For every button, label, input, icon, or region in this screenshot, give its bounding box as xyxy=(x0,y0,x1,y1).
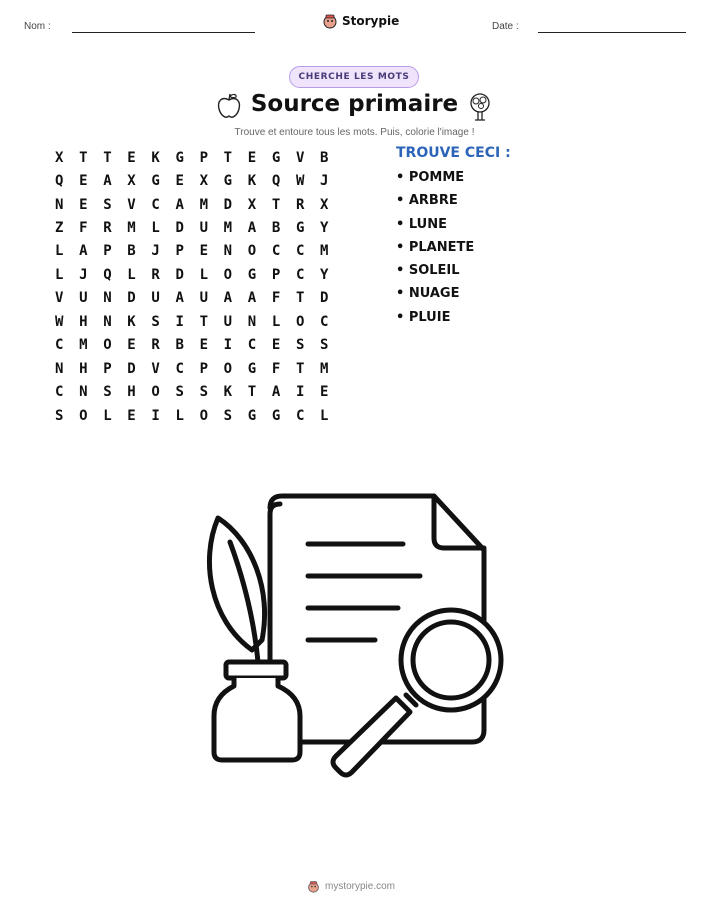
grid-letter[interactable]: A xyxy=(103,173,112,190)
grid-letter[interactable]: T xyxy=(295,360,305,377)
grid-letter[interactable]: J xyxy=(151,243,160,260)
grid-letter[interactable]: V xyxy=(55,290,64,307)
grid-letter[interactable]: M xyxy=(79,337,88,354)
grid-letter[interactable]: L xyxy=(320,407,329,424)
grid-letter[interactable]: T xyxy=(199,313,208,330)
grid-letter[interactable]: V xyxy=(127,196,136,213)
grid-letter[interactable]: A xyxy=(271,384,281,401)
grid-letter[interactable]: F xyxy=(79,220,88,237)
grid-letter[interactable]: T xyxy=(295,290,305,307)
grid-letter[interactable]: L xyxy=(127,266,136,283)
grid-letter[interactable]: O xyxy=(247,243,257,260)
tree-icon xyxy=(466,92,494,122)
grid-letter[interactable]: K xyxy=(223,384,233,401)
grid-letter[interactable]: C xyxy=(151,196,160,213)
grid-letter[interactable]: C xyxy=(295,243,305,260)
grid-letter[interactable]: Q xyxy=(55,173,64,190)
grid-letter[interactable]: F xyxy=(271,290,281,307)
grid-letter[interactable]: L xyxy=(175,407,184,424)
grid-row xyxy=(49,310,338,333)
grid-letter[interactable]: P xyxy=(103,243,112,260)
grid-letter[interactable]: A xyxy=(223,290,233,307)
magnifier-handle xyxy=(333,698,410,775)
grid-row xyxy=(49,334,338,357)
grid-letter[interactable]: G xyxy=(247,360,257,377)
word-item: • SOLEIL xyxy=(396,263,460,279)
storypie-mascot-icon xyxy=(322,13,338,29)
grid-letter[interactable]: O xyxy=(223,266,233,283)
word-search-grid[interactable] xyxy=(49,146,338,427)
grid-letter[interactable]: X xyxy=(199,173,208,190)
grid-letter[interactable]: M xyxy=(320,243,329,260)
grid-letter[interactable]: N xyxy=(223,243,233,260)
grid-letter[interactable]: S xyxy=(175,384,184,401)
grid-letter[interactable]: M xyxy=(199,196,208,213)
grid-row xyxy=(49,216,338,239)
grid-letter[interactable]: E xyxy=(127,337,136,354)
word-item: • ARBRE xyxy=(396,193,458,209)
grid-letter[interactable]: U xyxy=(223,313,233,330)
grid-letter[interactable]: L xyxy=(199,266,208,283)
grid-letter[interactable]: G xyxy=(271,149,281,166)
grid-letter[interactable]: S xyxy=(103,196,112,213)
grid-letter[interactable]: L xyxy=(55,266,64,283)
grid-letter[interactable]: E xyxy=(175,173,184,190)
storypie-mascot-icon xyxy=(307,880,320,893)
grid-letter[interactable]: N xyxy=(103,290,112,307)
grid-letter[interactable]: T xyxy=(247,384,257,401)
grid-letter[interactable]: H xyxy=(127,384,136,401)
grid-letter[interactable]: E xyxy=(199,337,208,354)
grid-letter[interactable]: B xyxy=(271,220,281,237)
grid-letter[interactable]: N xyxy=(55,360,64,377)
grid-letter[interactable]: E xyxy=(199,243,208,260)
grid-letter[interactable]: E xyxy=(247,149,257,166)
grid-letter[interactable]: K xyxy=(127,313,136,330)
ink-bottle-body xyxy=(214,678,300,760)
grid-letter[interactable]: E xyxy=(79,196,88,213)
grid-letter[interactable]: R xyxy=(151,337,160,354)
grid-letter[interactable]: U xyxy=(151,290,160,307)
grid-letter[interactable]: G xyxy=(151,173,160,190)
word-item: • PLUIE xyxy=(396,309,451,325)
grid-letter[interactable]: F xyxy=(271,360,281,377)
magnifier-lens-outer xyxy=(401,610,501,710)
grid-letter[interactable]: C xyxy=(247,337,257,354)
grid-letter[interactable]: O xyxy=(199,407,208,424)
grid-letter[interactable]: S xyxy=(151,313,160,330)
grid-row xyxy=(49,404,338,427)
grid-letter[interactable]: H xyxy=(79,360,88,377)
grid-letter[interactable]: G xyxy=(175,149,184,166)
grid-row xyxy=(49,380,338,403)
grid-letter[interactable]: Y xyxy=(320,266,329,283)
grid-letter[interactable]: D xyxy=(175,266,184,283)
grid-letter[interactable]: I xyxy=(223,337,233,354)
grid-letter[interactable]: L xyxy=(271,313,281,330)
grid-letter[interactable]: A xyxy=(247,290,257,307)
grid-letter[interactable]: M xyxy=(127,220,136,237)
grid-letter[interactable]: U xyxy=(199,220,208,237)
grid-letter[interactable]: C xyxy=(55,337,64,354)
grid-letter[interactable]: J xyxy=(79,266,88,283)
grid-letter[interactable]: X xyxy=(247,196,257,213)
grid-letter[interactable]: P xyxy=(199,149,208,166)
grid-letter[interactable]: V xyxy=(151,360,160,377)
grid-letter[interactable]: O xyxy=(103,337,112,354)
grid-letter[interactable]: R xyxy=(295,196,305,213)
grid-row xyxy=(49,240,338,263)
grid-letter[interactable]: U xyxy=(79,290,88,307)
grid-letter[interactable]: N xyxy=(103,313,112,330)
grid-letter[interactable]: S xyxy=(55,407,64,424)
brand-name: Storypie xyxy=(342,14,400,28)
grid-letter[interactable]: A xyxy=(79,243,88,260)
brand-logo xyxy=(322,13,399,29)
grid-letter[interactable]: T xyxy=(223,149,233,166)
grid-letter[interactable]: P xyxy=(199,360,208,377)
grid-letter[interactable]: N xyxy=(247,313,257,330)
grid-row xyxy=(49,146,338,169)
grid-letter[interactable]: L xyxy=(55,243,64,260)
grid-letter[interactable]: T xyxy=(271,196,281,213)
grid-letter[interactable]: V xyxy=(295,149,305,166)
grid-letter[interactable]: G xyxy=(247,407,257,424)
instructions: Trouve et entoure tous les mots. Puis, colorie l'image ! xyxy=(234,127,475,138)
grid-letter[interactable]: D xyxy=(127,290,136,307)
grid-letter[interactable]: C xyxy=(271,243,281,260)
date-line[interactable] xyxy=(538,32,686,33)
grid-letter[interactable]: G xyxy=(247,266,257,283)
footer xyxy=(307,880,395,893)
grid-letter[interactable]: A xyxy=(175,196,184,213)
grid-letter[interactable]: C xyxy=(55,384,64,401)
word-item: • NUAGE xyxy=(396,286,460,302)
grid-letter[interactable]: O xyxy=(295,313,305,330)
grid-letter[interactable]: S xyxy=(320,337,329,354)
grid-letter[interactable]: E xyxy=(320,384,329,401)
grid-letter[interactable]: S xyxy=(223,407,233,424)
grid-letter[interactable]: L xyxy=(103,407,112,424)
grid-letter[interactable]: N xyxy=(79,384,88,401)
grid-letter[interactable]: P xyxy=(271,266,281,283)
grid-letter[interactable]: L xyxy=(151,220,160,237)
grid-letter[interactable]: D xyxy=(127,360,136,377)
grid-letter[interactable]: D xyxy=(175,220,184,237)
grid-letter[interactable]: R xyxy=(103,220,112,237)
grid-row xyxy=(49,287,338,310)
page-title: Source primaire xyxy=(250,91,459,117)
grid-letter[interactable]: P xyxy=(103,360,112,377)
grid-letter[interactable]: I xyxy=(295,384,305,401)
coloring-illustration[interactable] xyxy=(200,490,510,790)
grid-row xyxy=(49,357,338,380)
grid-row xyxy=(49,193,338,216)
name-line[interactable] xyxy=(72,32,255,33)
grid-letter[interactable]: Q xyxy=(103,266,112,283)
grid-letter[interactable]: I xyxy=(175,313,184,330)
activity-badge: CHERCHE LES MOTS xyxy=(289,66,419,88)
grid-row xyxy=(49,263,338,286)
grid-letter[interactable]: E xyxy=(271,337,281,354)
grid-letter[interactable]: T xyxy=(103,149,112,166)
grid-letter[interactable]: O xyxy=(223,360,233,377)
grid-letter[interactable]: G xyxy=(271,407,281,424)
ink-bottle-cap xyxy=(226,662,286,678)
grid-letter[interactable]: T xyxy=(79,149,88,166)
grid-letter[interactable]: E xyxy=(127,149,136,166)
grid-letter[interactable]: U xyxy=(199,290,208,307)
grid-letter[interactable]: J xyxy=(320,173,329,190)
grid-letter[interactable]: E xyxy=(127,407,136,424)
word-item: • POMME xyxy=(396,170,465,185)
grid-letter[interactable]: X xyxy=(55,149,64,166)
name-label: Nom : xyxy=(24,21,51,32)
grid-letter[interactable]: B xyxy=(320,149,329,166)
grid-letter[interactable]: M xyxy=(320,360,329,377)
date-label: Date : xyxy=(492,21,519,32)
grid-letter[interactable]: Y xyxy=(320,220,329,237)
grid-letter[interactable]: H xyxy=(79,313,88,330)
grid-letter[interactable]: K xyxy=(151,149,160,166)
grid-letter[interactable]: P xyxy=(175,243,184,260)
grid-letter[interactable]: E xyxy=(79,173,88,190)
grid-letter[interactable]: G xyxy=(295,220,305,237)
grid-letter[interactable]: B xyxy=(127,243,136,260)
grid-letter[interactable]: C xyxy=(320,313,329,330)
grid-letter[interactable]: X xyxy=(320,196,329,213)
grid-letter[interactable]: G xyxy=(223,173,233,190)
grid-letter[interactable]: Z xyxy=(55,220,64,237)
grid-letter[interactable]: B xyxy=(175,337,184,354)
grid-letter[interactable]: W xyxy=(295,173,305,190)
grid-letter[interactable]: O xyxy=(79,407,88,424)
grid-letter[interactable]: K xyxy=(247,173,257,190)
grid-letter[interactable]: C xyxy=(175,360,184,377)
word-list-title: TROUVE CECI : xyxy=(396,145,511,161)
grid-letter[interactable]: C xyxy=(295,266,305,283)
grid-letter[interactable]: A xyxy=(175,290,184,307)
grid-letter[interactable]: W xyxy=(55,313,64,330)
grid-letter[interactable]: O xyxy=(151,384,160,401)
grid-letter[interactable]: I xyxy=(151,407,160,424)
grid-letter[interactable]: S xyxy=(103,384,112,401)
grid-letter[interactable]: C xyxy=(295,407,305,424)
grid-letter[interactable]: Q xyxy=(271,173,281,190)
grid-letter[interactable]: M xyxy=(223,220,233,237)
grid-letter[interactable]: D xyxy=(223,196,233,213)
grid-letter[interactable]: R xyxy=(151,266,160,283)
word-item: • LUNE xyxy=(396,216,447,232)
footer-url[interactable]: mystorypie.com xyxy=(325,881,396,892)
grid-letter[interactable]: X xyxy=(127,173,136,190)
grid-row xyxy=(49,169,338,192)
grid-letter[interactable]: N xyxy=(55,196,64,213)
grid-letter[interactable]: A xyxy=(247,220,257,237)
word-list xyxy=(396,170,474,333)
grid-letter[interactable]: S xyxy=(295,337,305,354)
grid-letter[interactable]: S xyxy=(199,384,208,401)
grid-letter[interactable]: D xyxy=(320,290,329,307)
word-item: • PLANETE xyxy=(396,239,475,255)
